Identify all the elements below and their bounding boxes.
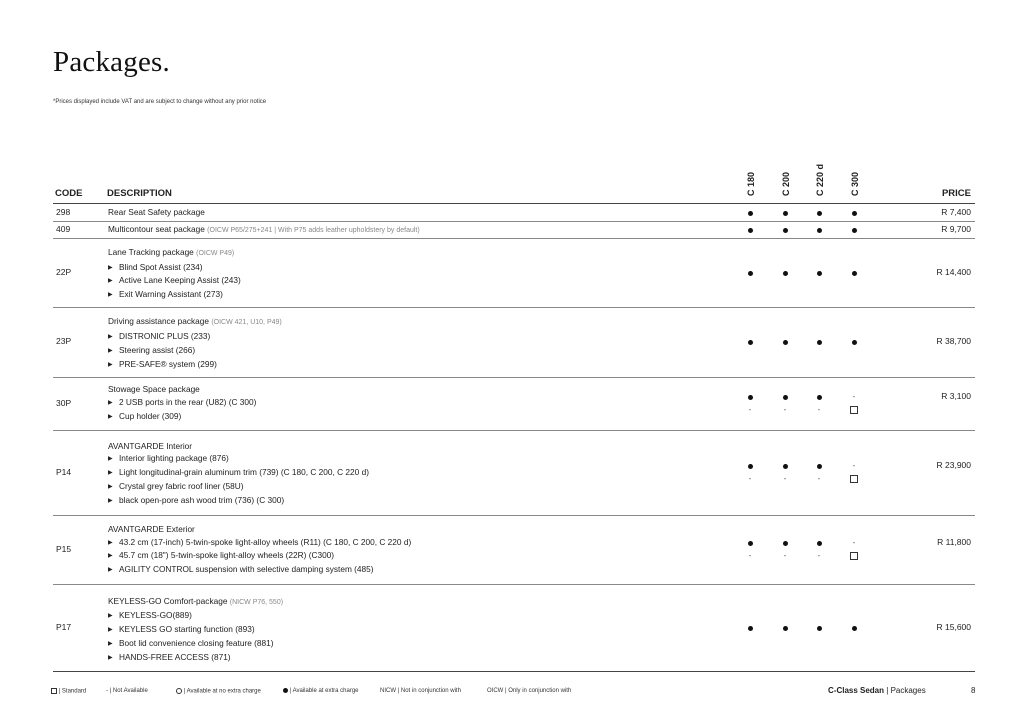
package-item-label: Interior lighting package (876) [119,453,229,464]
row-price: R 14,400 [936,266,971,277]
available-extra-dot-icon [812,622,826,634]
legend-nicw: NICW | Not in conjunction with [380,688,461,694]
filled-circle-icon [283,688,288,693]
available-extra-dot-icon [778,391,792,403]
legend-not-available: - | Not Available [106,688,148,694]
footer-title: C-Class Sedan | Packages [828,686,926,695]
row-description [108,315,282,371]
available-extra-dot-icon [812,460,826,472]
legend-oicw: OICW | Only in conjunction with [487,688,572,694]
package-item [108,637,283,651]
row-code: 30P [56,397,72,408]
package-title: Stowage Space package [108,384,200,395]
package-item-label: Steering assist (266) [119,344,196,355]
bullet-arrow-icon: ▶ [108,347,113,354]
header-model-c200: C 200 [781,171,791,196]
bullet-arrow-icon: ▶ [108,456,113,463]
bullet-arrow-icon: ▶ [108,400,113,407]
package-title: Lane Tracking package [108,246,194,257]
not-available-dash-icon: - [783,550,787,560]
bullet-arrow-icon: ▶ [108,539,113,546]
page-number: 8 [971,686,976,695]
package-item [108,549,411,563]
package-title: Rear Seat Safety package [108,206,205,217]
bullet-arrow-icon: ▶ [108,654,113,661]
package-title: AVANTGARDE Interior [108,440,193,451]
table-row [0,238,1024,307]
available-extra-dot-icon [743,622,757,634]
package-item-label: AGILITY CONTROL suspension with selective damping system (485) [119,564,374,575]
package-item [108,452,369,466]
not-available-dash-icon: - [748,404,752,414]
bullet-arrow-icon: ▶ [108,567,113,574]
bullet-arrow-icon: ▶ [108,278,113,285]
bullet-arrow-icon: ▶ [108,292,113,299]
row-description [108,206,205,219]
package-item-label: Cup holder (309) [119,410,182,421]
package-item [108,466,369,480]
row-price: R 3,100 [941,390,971,401]
available-extra-dot-icon [778,537,792,549]
header-code: CODE [55,188,83,199]
header-model-c220d: C 220 d [815,163,825,196]
open-circle-icon [176,688,182,694]
not-available-dash-icon: - [783,404,787,414]
legend-no-extra: | Available at no extra charge [176,688,261,695]
table-row [0,221,1024,238]
row-description [108,223,420,238]
row-code: 409 [56,223,71,234]
bullet-arrow-icon: ▶ [108,483,113,490]
package-item-label: Blind Spot Assist (234) [119,261,203,272]
row-description [108,440,369,508]
package-note: (NICW P76, 550) [229,598,284,606]
package-title: Driving assistance package [108,316,209,327]
bullet-arrow-icon: ▶ [108,613,113,620]
available-extra-dot-icon [847,224,861,236]
header-model-c300: C 300 [850,171,860,196]
row-description [108,383,256,423]
package-item-label: KEYLESS GO starting function (893) [119,624,255,635]
package-title: KEYLESS-GO Comfort-package [108,595,228,606]
bullet-arrow-icon: ▶ [108,470,113,477]
not-available-dash-icon: - [748,550,752,560]
header-model-c180: C 180 [746,171,756,196]
package-item-label: 43.2 cm (17-inch) 5-twin-spoke light-alloy wheels (R11) (C 180, C 200, C 220 d) [119,536,412,547]
header-price: PRICE [941,188,971,199]
available-extra-dot-icon [743,537,757,549]
package-item [108,330,282,344]
row-price: R 7,400 [941,206,971,217]
row-code: P17 [56,621,72,632]
row-description [108,246,241,302]
row-price: R 9,700 [941,223,971,234]
not-available-dash-icon: - [817,473,821,483]
available-extra-dot-icon [812,391,826,403]
available-extra-dot-icon [812,207,826,219]
bullet-arrow-icon: ▶ [108,361,113,368]
bullet-arrow-icon: ▶ [108,497,113,504]
available-extra-dot-icon [812,336,826,348]
row-code: P14 [56,466,72,477]
available-extra-dot-icon [847,207,861,219]
package-note: (OICW 421, U10, P49) [211,319,282,327]
bullet-arrow-icon: ▶ [108,627,113,634]
price-notice: *Prices displayed include VAT and are subject to change without any prior notice [53,99,267,105]
package-item [108,344,282,358]
bullet-arrow-icon: ▶ [108,640,113,647]
package-item-label: Light longitudinal-grain aluminum trim (739) (C 180, C 200, C 220 d) [119,467,369,478]
available-extra-dot-icon [812,537,826,549]
row-price: R 38,700 [936,336,971,346]
not-available-dash-icon: - [852,391,856,401]
row-price: R 23,900 [936,459,971,470]
available-extra-dot-icon [812,224,826,236]
available-extra-dot-icon [778,207,792,219]
package-item-label: 2 USB ports in the rear (U82) (C 300) [119,397,257,408]
package-item-label: Exit Warning Assistant (273) [119,289,223,300]
package-item-label: black open-pore ash wood trim (736) (C 300) [119,494,285,505]
package-item [108,480,369,494]
row-code: 22P [56,266,72,277]
available-extra-dot-icon [812,267,826,279]
package-item-label: HANDS-FREE ACCESS (871) [119,651,231,662]
package-item-label: DISTRONIC PLUS (233) [119,331,211,342]
not-available-dash-icon: - [817,404,821,414]
table-row [0,204,1024,221]
bullet-arrow-icon: ▶ [108,264,113,271]
standard-square-icon [847,550,861,562]
package-item [108,651,283,665]
table-row [0,515,1024,584]
row-divider [53,671,975,672]
row-price: R 15,600 [936,621,971,632]
bullet-arrow-icon: ▶ [108,553,113,560]
package-item-label: 45.7 cm (18") 5-twin-spoke light-alloy wheels (22R) (C300) [119,550,335,561]
available-extra-dot-icon [743,267,757,279]
package-note: (OICW P49) [196,249,235,257]
standard-square-icon [847,473,861,485]
table-row [0,584,1024,671]
table-row [0,307,1024,377]
available-extra-dot-icon [778,224,792,236]
package-item [108,261,241,275]
table-row [0,377,1024,430]
available-extra-dot-icon [778,267,792,279]
row-price: R 11,800 [937,536,971,547]
header-description: DESCRIPTION [107,188,172,199]
available-extra-dot-icon [743,224,757,236]
bullet-arrow-icon: ▶ [108,413,113,420]
available-extra-dot-icon [743,207,757,219]
page-title: Packages. [53,46,170,78]
not-available-dash-icon: - [817,550,821,560]
available-extra-dot-icon [778,336,792,348]
package-item [108,274,241,288]
package-item-label: PRE-SAFE® system (299) [119,358,217,369]
package-item [108,358,282,372]
row-code: P15 [56,543,72,554]
package-item-label: Crystal grey fabric roof liner (58U) [119,480,244,491]
package-item [108,609,283,623]
available-extra-dot-icon [743,336,757,348]
standard-square-icon [847,404,861,416]
standard-square-icon [51,688,57,694]
row-description [108,523,411,577]
package-title: AVANTGARDE Exterior [108,523,195,534]
package-item [108,536,411,550]
available-extra-dot-icon [847,336,861,348]
available-extra-dot-icon [778,622,792,634]
package-item [108,396,256,410]
available-extra-dot-icon [778,460,792,472]
available-extra-dot-icon [743,460,757,472]
available-extra-dot-icon [847,622,861,634]
table-row [0,430,1024,515]
legend-extra: | Available at extra charge [283,688,359,694]
package-item [108,410,256,424]
package-item [108,563,411,577]
row-code: 298 [56,206,71,217]
legend-standard: | Standard [51,688,86,695]
package-note: (OICW P65/275+241 | With P75 adds leather upholdstery by default) [207,226,420,234]
available-extra-dot-icon [847,267,861,279]
available-extra-dot-icon [743,391,757,403]
package-item-label: KEYLESS-GO(889) [119,610,192,621]
row-code: 23P [56,336,72,346]
not-available-dash-icon: - [852,537,856,547]
row-description [108,595,283,665]
package-item-label: Boot lid convenience closing feature (881) [119,637,274,648]
not-available-dash-icon: - [783,473,787,483]
package-item-label: Active Lane Keeping Assist (243) [119,275,241,286]
package-title: Multicontour seat package [108,223,205,234]
not-available-dash-icon: - [852,460,856,470]
not-available-dash-icon: - [748,473,752,483]
package-item [108,288,241,302]
bullet-arrow-icon: ▶ [108,334,113,341]
package-item [108,494,369,508]
package-item [108,623,283,637]
